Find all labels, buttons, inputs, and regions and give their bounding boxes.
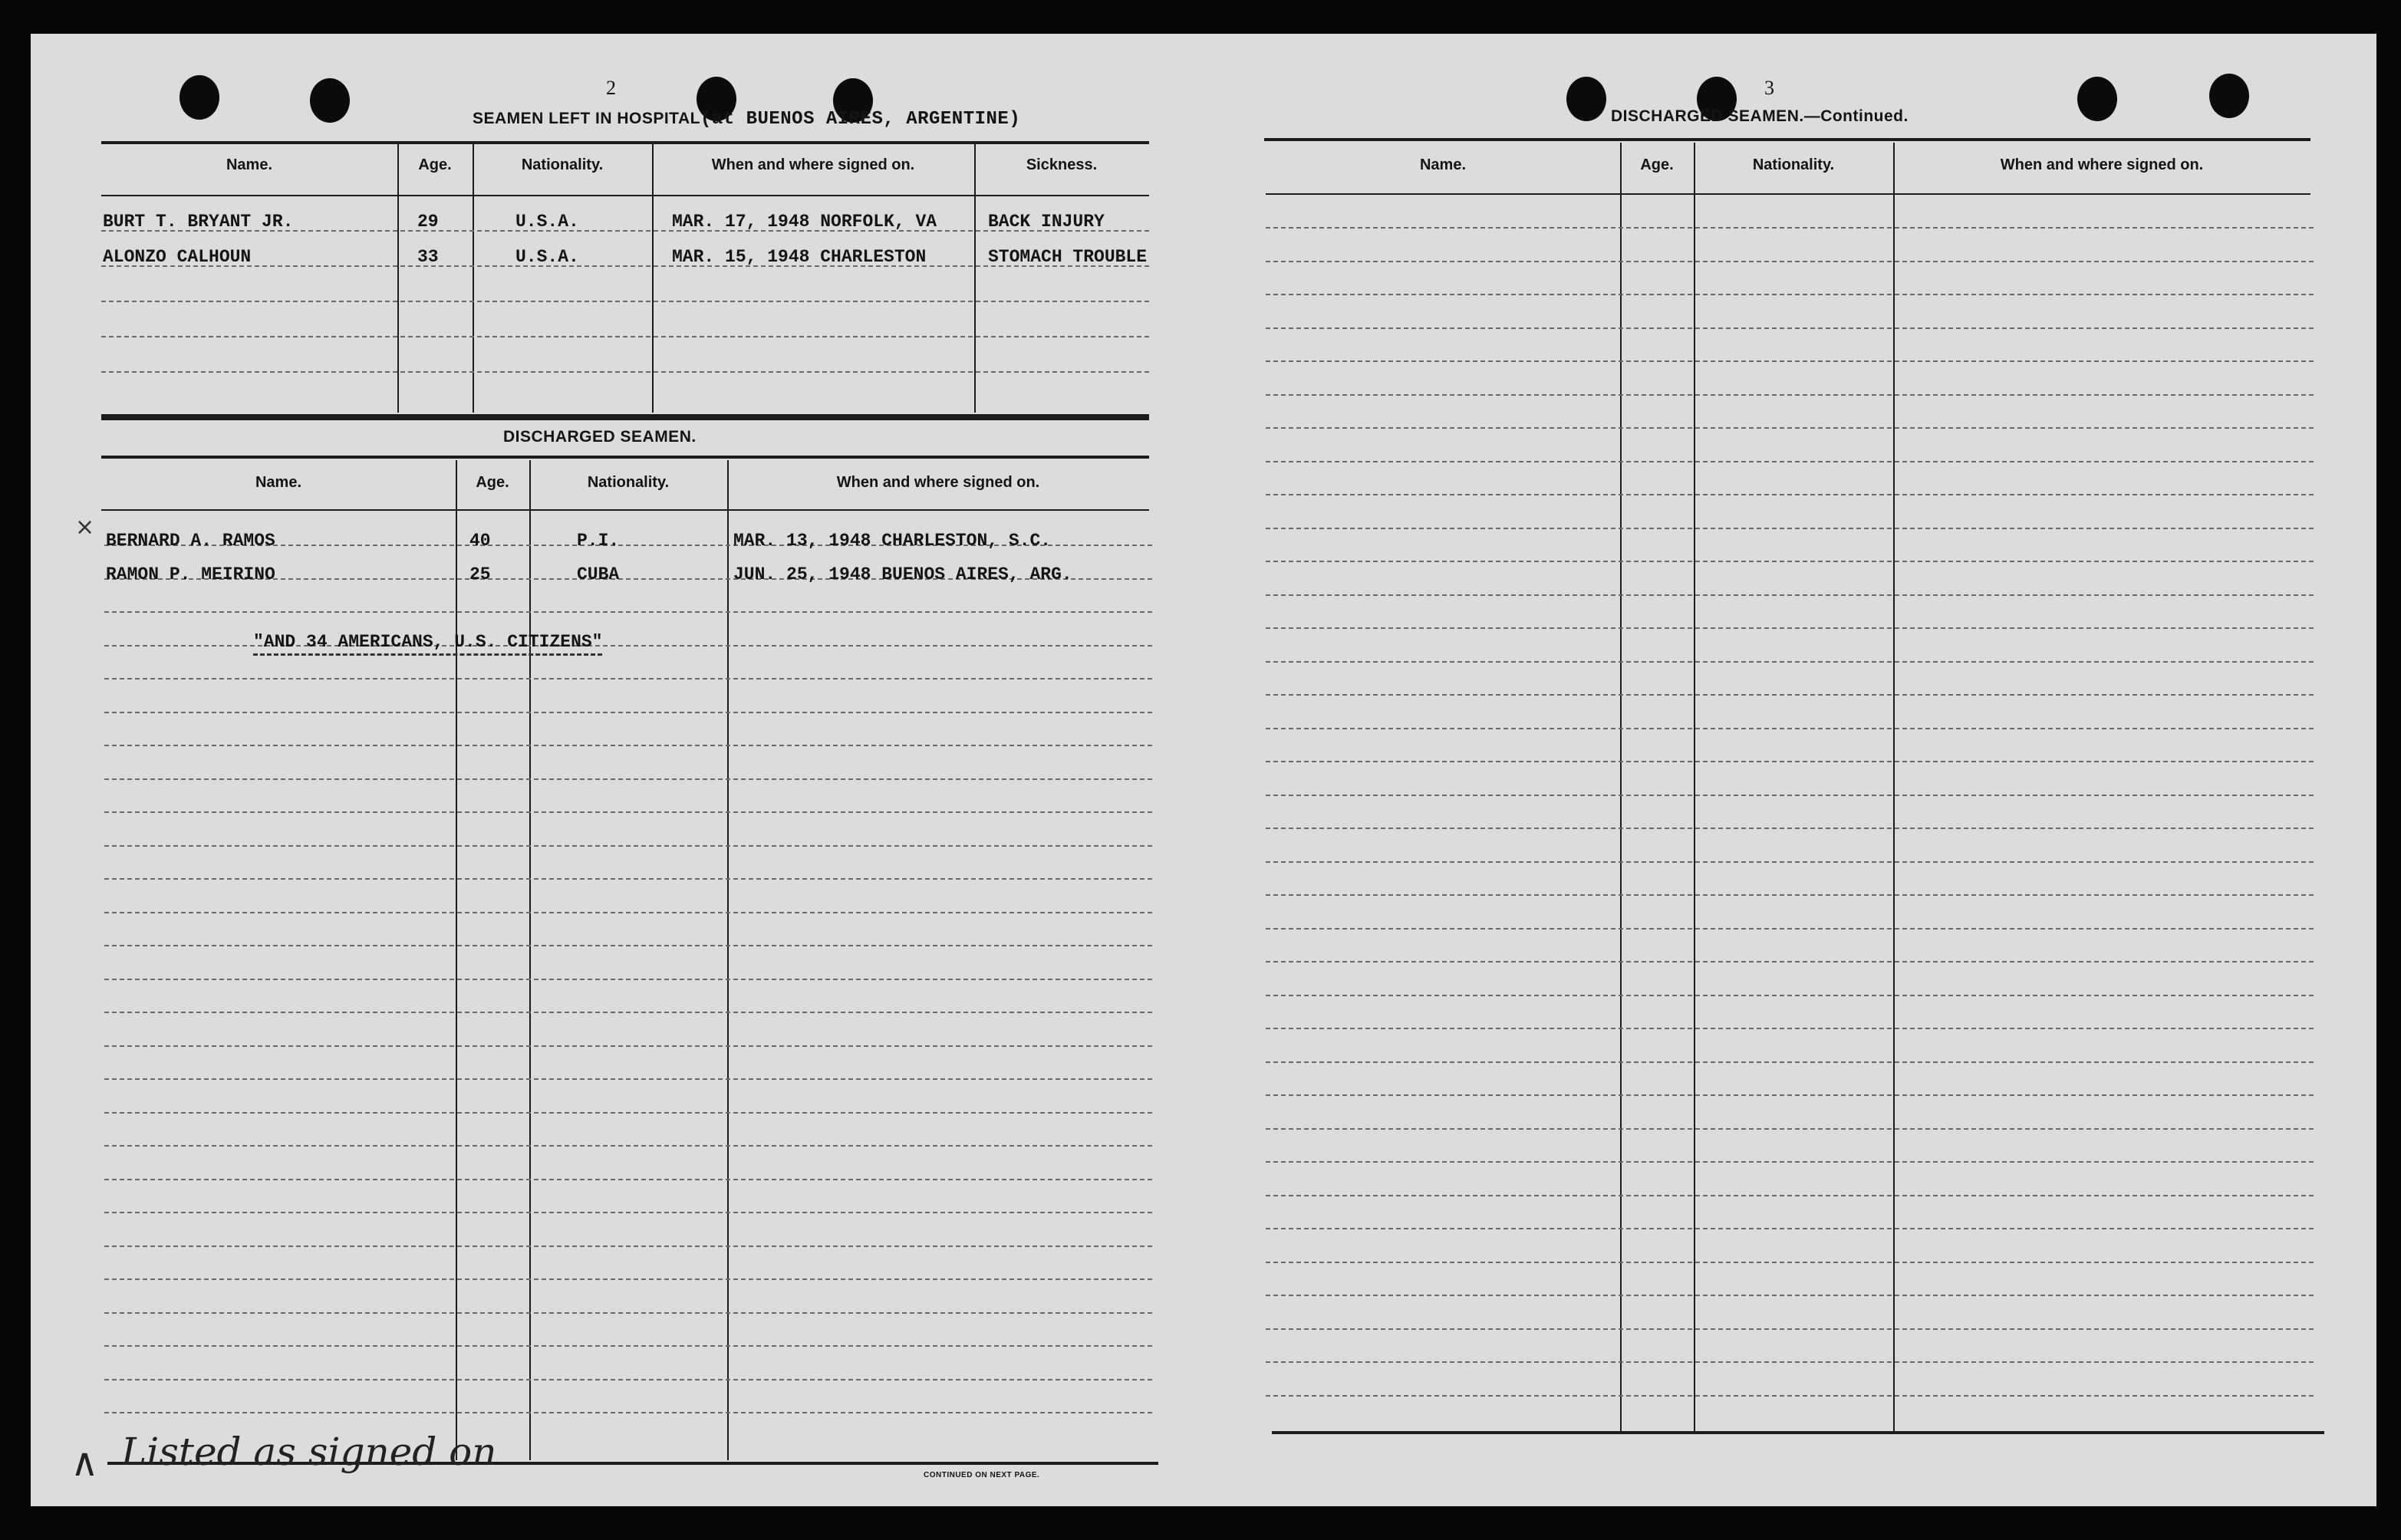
row-rule	[104, 1078, 1152, 1080]
row-rule	[1266, 894, 2314, 896]
column-header: Age.	[476, 474, 509, 491]
table-rule	[101, 141, 1149, 144]
row-rule	[101, 336, 1149, 337]
hospital-row-2-age: 33	[417, 247, 439, 267]
row-rule	[1266, 1128, 2314, 1130]
row-rule	[104, 878, 1152, 880]
row-rule	[1266, 1262, 2314, 1263]
column-header: When and where signed on.	[836, 474, 1040, 491]
row-rule	[104, 1012, 1152, 1013]
row-rule	[104, 1345, 1152, 1347]
binder-hole	[2077, 77, 2117, 121]
page-number: 2	[606, 77, 616, 99]
row-rule	[1266, 261, 2314, 262]
row-rule	[1266, 1061, 2314, 1063]
column-header: Nationality.	[587, 474, 670, 491]
table-rule	[1264, 138, 2310, 141]
row-rule	[1266, 360, 2314, 362]
row-rule	[1266, 661, 2314, 663]
handwritten-note-caret: ∧	[71, 1440, 99, 1485]
row-rule	[1266, 594, 2314, 596]
row-rule	[104, 811, 1152, 813]
discharged-row-2-name: RAMON P. MEIRINO	[106, 564, 275, 584]
column-header: Nationality.	[521, 156, 604, 173]
hospital-title-typed: (at BUENOS AIRES, ARGENTINE)	[700, 109, 1021, 130]
row-rule	[1266, 1228, 2314, 1229]
table-rule	[101, 417, 1149, 420]
row-rule	[1266, 1395, 2314, 1397]
row-rule	[104, 745, 1152, 746]
row-rule	[104, 945, 1152, 946]
row-rule	[104, 1145, 1152, 1147]
column-divider	[1893, 143, 1895, 1431]
row-rule	[1266, 795, 2314, 796]
column-header: Age.	[1640, 156, 1674, 173]
row-rule	[104, 1179, 1152, 1180]
row-rule	[1266, 427, 2314, 429]
column-header: Age.	[418, 156, 452, 173]
row-rule	[1266, 227, 2314, 229]
column-header: When and where signed on.	[711, 156, 915, 173]
hospital-row-2-nationality: U.S.A.	[515, 247, 579, 267]
row-rule	[104, 611, 1152, 613]
row-rule	[104, 912, 1152, 913]
hospital-row-1-age: 29	[417, 212, 439, 232]
row-rule	[104, 678, 1152, 680]
hospital-row-1-nationality: U.S.A.	[515, 212, 579, 232]
row-rule	[1266, 995, 2314, 996]
column-divider	[727, 460, 729, 1460]
document-sheet	[31, 34, 2376, 1506]
row-rule	[1266, 627, 2314, 629]
row-rule	[104, 1045, 1152, 1047]
row-rule	[1266, 728, 2314, 729]
column-header: Name.	[1419, 156, 1467, 173]
row-rule	[101, 371, 1149, 373]
discharged-row-1-age: 40	[469, 531, 491, 551]
table-rule	[101, 195, 1149, 196]
row-rule	[104, 979, 1152, 980]
row-rule	[104, 1312, 1152, 1314]
row-rule	[104, 1412, 1152, 1413]
hospital-row-1-name: BURT T. BRYANT JR.	[103, 212, 294, 232]
americans-note: "AND 34 AMERICANS, U.S. CITIZENS"	[253, 632, 602, 656]
row-rule	[1266, 1361, 2314, 1363]
discharged-row-2-nationality: CUBA	[577, 564, 620, 584]
binder-hole	[2209, 74, 2249, 118]
column-divider	[456, 460, 457, 1460]
row-rule	[101, 301, 1149, 302]
column-header: Nationality.	[1752, 156, 1835, 173]
row-rule	[1266, 828, 2314, 829]
handwritten-note: Listed as signed on	[121, 1430, 497, 1474]
hospital-row-2-sickness: STOMACH TROUBLE	[988, 247, 1148, 267]
hospital-row-2-signed-on: MAR. 15, 1948 CHARLESTON	[672, 247, 927, 267]
row-rule	[1266, 394, 2314, 396]
row-rule	[1266, 461, 2314, 462]
binder-hole	[310, 78, 350, 123]
row-rule	[1266, 928, 2314, 930]
discharged-row-1-nationality: P.I.	[577, 531, 620, 551]
row-rule	[1266, 961, 2314, 962]
column-divider	[1694, 143, 1695, 1431]
row-rule	[104, 1379, 1152, 1380]
row-rule	[104, 845, 1152, 847]
discharged-row-1-name: BERNARD A. RAMOS	[106, 531, 275, 551]
row-rule	[1266, 761, 2314, 762]
column-header: Name.	[226, 156, 273, 173]
row-rule	[104, 778, 1152, 780]
row-rule	[1266, 1028, 2314, 1029]
row-rule	[1266, 494, 2314, 495]
column-divider	[529, 460, 531, 1460]
table-rule	[1266, 193, 2310, 195]
hospital-row-2-name: ALONZO CALHOUN	[103, 247, 252, 267]
hospital-title-printed: SEAMEN LEFT IN HOSPITAL	[473, 110, 700, 127]
table-rule	[1272, 1431, 2324, 1434]
binder-hole	[1566, 77, 1606, 121]
row-rule	[1266, 694, 2314, 696]
row-rule	[1266, 294, 2314, 295]
page-number: 3	[1764, 77, 1774, 99]
row-rule	[1266, 1195, 2314, 1196]
discharged-section-title: DISCHARGED SEAMEN.	[503, 428, 697, 446]
binder-hole	[179, 75, 219, 120]
column-header: Name.	[255, 474, 302, 491]
row-rule	[104, 712, 1152, 713]
row-rule	[104, 1112, 1152, 1114]
column-header: Sickness.	[1026, 156, 1098, 173]
row-rule	[1266, 1328, 2314, 1330]
discharged-row-1-signed-on: MAR. 13, 1948 CHARLESTON, S.C.	[733, 531, 1052, 551]
row-rule	[1266, 861, 2314, 863]
row-rule	[1266, 528, 2314, 529]
row-rule	[1266, 1161, 2314, 1163]
row-rule	[104, 1278, 1152, 1280]
table-rule	[101, 456, 1149, 459]
row-rule	[1266, 1094, 2314, 1096]
handwritten-mark: ×	[75, 514, 95, 541]
discharged-row-2-signed-on: JUN. 25, 1948 BUENOS AIRES, ARG.	[733, 564, 1072, 584]
column-header: When and where signed on.	[2000, 156, 2204, 173]
row-rule	[104, 1245, 1152, 1247]
row-rule	[1266, 1295, 2314, 1296]
hospital-row-1-signed-on: MAR. 17, 1948 NORFOLK, VA	[672, 212, 937, 232]
row-rule	[1266, 561, 2314, 562]
hospital-row-1-sickness: BACK INJURY	[988, 212, 1105, 232]
hospital-section-title	[473, 109, 1020, 130]
table-rule	[101, 509, 1149, 511]
right-section-title: DISCHARGED SEAMEN.—Continued.	[1611, 107, 1909, 125]
column-divider	[1620, 143, 1622, 1431]
discharged-row-2-age: 25	[469, 564, 491, 584]
continued-footer: CONTINUED ON NEXT PAGE.	[924, 1471, 1040, 1479]
row-rule	[1266, 327, 2314, 329]
row-rule	[104, 1212, 1152, 1213]
